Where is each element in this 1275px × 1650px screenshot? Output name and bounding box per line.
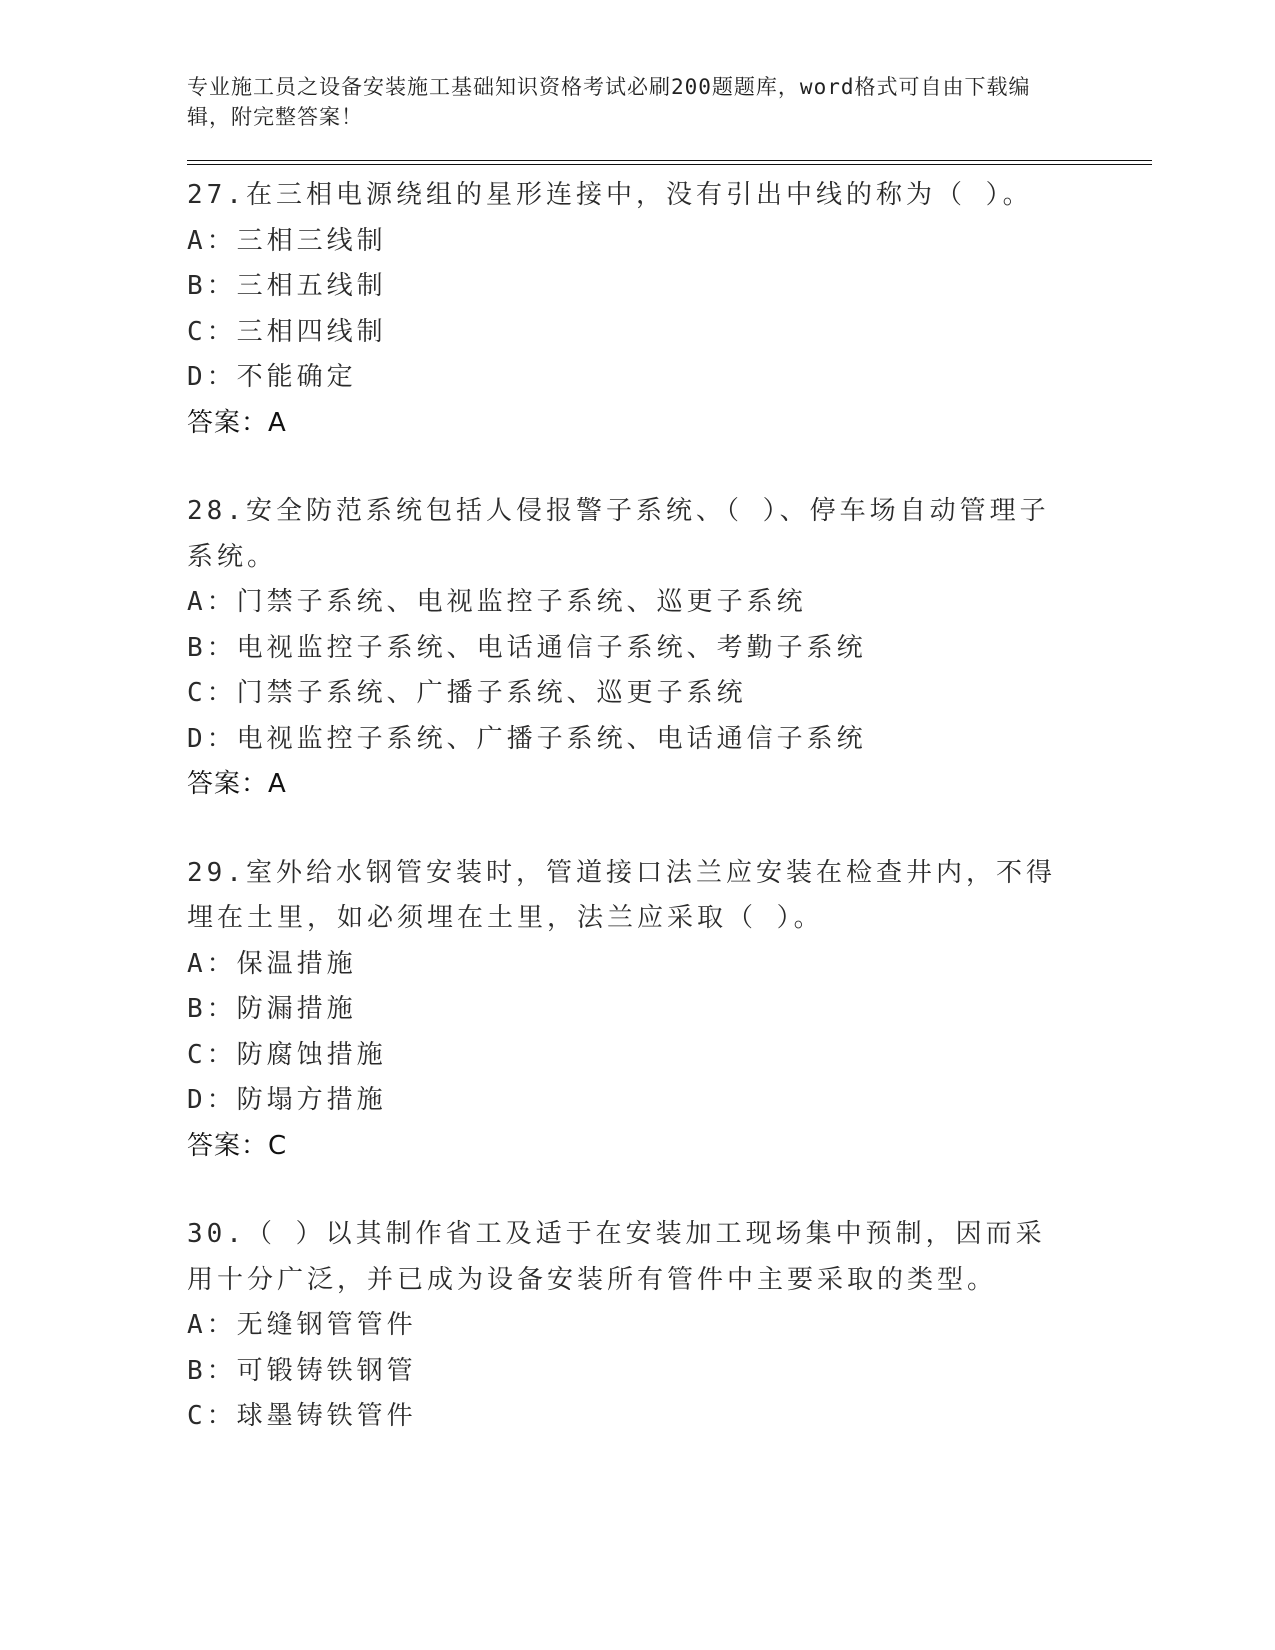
option-c: C：三相四线制 [187, 316, 387, 347]
answer-line: 答案：C [187, 1130, 288, 1161]
question-30 [187, 1212, 1152, 1440]
option-a: A：三相三线制 [187, 225, 387, 256]
option-d: D：防塌方措施 [187, 1085, 387, 1115]
answer-line: 答案：A [187, 769, 287, 799]
question-29 [187, 851, 1152, 1170]
answer-line: 答案：A [187, 407, 287, 438]
header-divider [187, 160, 1152, 165]
option-c: C：防腐蚀措施 [187, 1039, 387, 1070]
option-b: B：电视监控子系统、电话通信子系统、考勤子系统 [187, 632, 867, 663]
question-text: 30.（ ）以其制作省工及适于在安装加工现场集中预制，因而采用十分广泛，并已成为设备安装所有管件中主要采取的类型。 [187, 1219, 1046, 1295]
option-c: C：门禁子系统、广播子系统、巡更子系统 [187, 678, 747, 708]
option-a: A：保温措施 [187, 948, 357, 979]
question-list [187, 173, 1152, 1440]
option-a: A：门禁子系统、电视监控子系统、巡更子系统 [187, 587, 807, 617]
option-b: B：防漏措施 [187, 994, 357, 1024]
option-b: B：三相五线制 [187, 271, 387, 301]
question-27 [187, 173, 1152, 446]
option-b: B：可锻铸铁钢管 [187, 1355, 417, 1386]
document-header: 专业施工员之设备安装施工基础知识资格考试必刷200题题库，word格式可自由下载编辑，附完整答案！ [187, 75, 1031, 129]
option-c: C：球墨铸铁管件 [187, 1401, 417, 1431]
question-text: 29.室外给水钢管安装时，管道接口法兰应安装在检查井内，不得埋在土里，如必须埋在土里，法兰应采取（ ）。 [187, 857, 1056, 933]
option-d: D：不能确定 [187, 362, 357, 392]
question-text: 27.在三相电源绕组的星形连接中，没有引出中线的称为（ ）。 [187, 180, 1033, 210]
question-text: 28.安全防范系统包括人侵报警子系统、（ ）、停车场自动管理子系统。 [187, 496, 1050, 572]
question-28 [187, 489, 1152, 808]
document-page [187, 72, 1152, 1483]
option-a: A：无缝钢管管件 [187, 1310, 417, 1340]
option-d: D：电视监控子系统、广播子系统、电话通信子系统 [187, 723, 867, 754]
